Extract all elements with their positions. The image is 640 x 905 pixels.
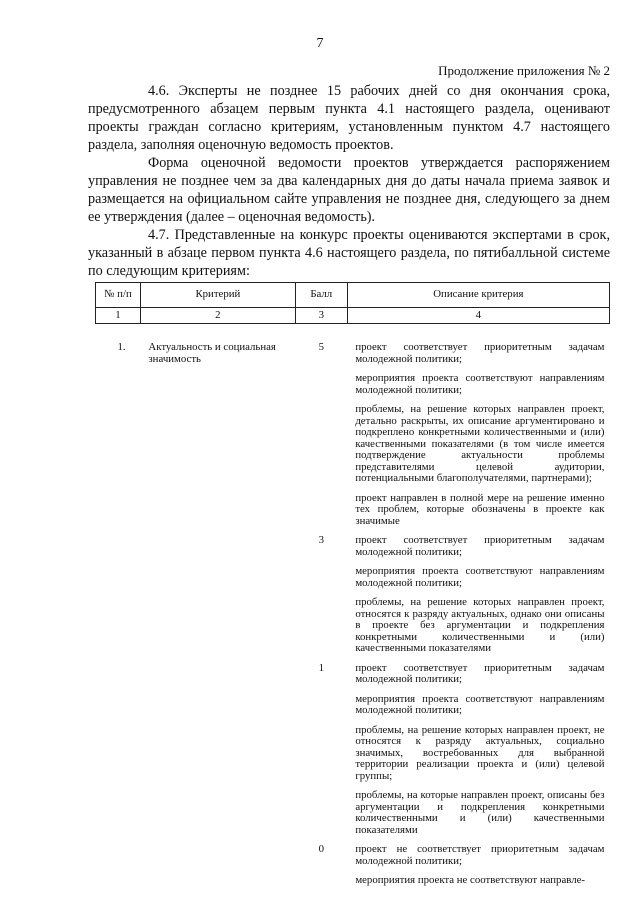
- paragraph-4-6: 4.6. Эксперты не позднее 15 рабочих дней со дня окончания срока, предусмотренного абзацем первым пункта 4.1 настоящего раздела, оценивают проекты граждан согласно критериям, установленным пунктом 4.7 настоящего раздела, заполняя оценочную ведомость проектов.: [88, 83, 610, 153]
- paragraph-form: Форма оценочной ведомости проектов утверждается распоряжением управления не позднее чем за два календарных дня до даты начала приема заявок и размещается на официальном сайте управления не позднее дня, следующего за днем ее утверждения (далее – оценочная ведомость).: [88, 155, 610, 225]
- description-item: проект соответствует приоритетным задачам молодежной политики;: [355, 661, 605, 685]
- description-item: проблемы, на решение которых направлен проект, не относятся к разряду актуальных, социально значимых, востребованных для выбранной территории реализации проекта и (или) целевой группы;: [355, 723, 605, 782]
- header-score: Балл: [295, 283, 347, 308]
- score-value: 5: [318, 341, 325, 353]
- description-item: проект направлен в полной мере на решение именно тех проблем, которые обозначены в проекте как значимые: [355, 491, 605, 527]
- description-item: мероприятия проекта соответствуют направлениям молодежной политики;: [355, 372, 605, 396]
- page-number: 7: [316, 36, 324, 51]
- row-number: 1.: [117, 341, 126, 353]
- column-number: 3: [295, 308, 347, 324]
- column-number-row: [96, 308, 610, 324]
- body-text: [88, 82, 610, 280]
- header-criterion: Критерий: [140, 283, 295, 308]
- criterion-name: Актуальность и социальная значимость: [148, 341, 276, 365]
- score-description: [347, 844, 609, 895]
- column-number: 2: [140, 308, 295, 324]
- score-description: [347, 342, 609, 535]
- column-number: 1: [96, 308, 141, 324]
- paragraph-4-7: 4.7. Представленные на конкурс проекты оцениваются экспертами в срок, указанный в абзаце первом пункта 4.6 настоящего раздела, по пятибалльной системе по следующим критериям:: [88, 227, 610, 279]
- score-group: [295, 844, 609, 895]
- description-item: проект соответствует приоритетным задачам молодежной политики;: [355, 341, 605, 365]
- score-group: [295, 342, 609, 535]
- score-description: [347, 535, 609, 663]
- criteria-table: [95, 282, 610, 895]
- table-header-row: [96, 283, 610, 308]
- header-description: Описание критерия: [347, 283, 609, 308]
- description-item: мероприятия проекта соответствуют направлениям молодежной политики;: [355, 692, 605, 716]
- description-item: проект не соответствует приоритетным задачам молодежной политики;: [355, 843, 605, 867]
- score-value: 0: [318, 843, 325, 855]
- description-item: проблемы, на решение которых направлен проект, относятся к разряду актуальных, однако они описаны в проекте без аргументации и подкрепления конкретными количественными и (или) качественными показателями: [355, 596, 605, 654]
- header-number: № п/п: [96, 283, 141, 308]
- score-description: [347, 663, 609, 845]
- description-item: мероприятия проекта не соответствуют направле-: [355, 874, 585, 886]
- score-group: [295, 535, 609, 663]
- description-item: мероприятия проекта соответствуют направлениям молодежной политики;: [355, 565, 605, 589]
- description-item: проблемы, на решение которых направлен проект, детально раскрыты, их описание аргументировано и подкреплено конкретными количественными и (или) качественными показателями (в том числе имеется подтверждение актуальности проблемы представителями целевой аудитории, потенциальными благополучателями, партнерами);: [355, 403, 605, 484]
- description-item: проблемы, на которые направлен проект, описаны без аргументации и подкрепления конкретными количественными и (или) качественными показателями: [355, 789, 605, 836]
- score-group: [295, 663, 609, 845]
- description-item: проект соответствует приоритетным задачам молодежной политики;: [355, 534, 605, 558]
- score-value: 1: [318, 661, 325, 674]
- appendix-note: Продолжение приложения № 2: [438, 63, 610, 78]
- column-number: 4: [347, 308, 609, 324]
- table-row: [96, 324, 610, 895]
- score-groups: [295, 342, 609, 895]
- score-value: 3: [318, 534, 325, 546]
